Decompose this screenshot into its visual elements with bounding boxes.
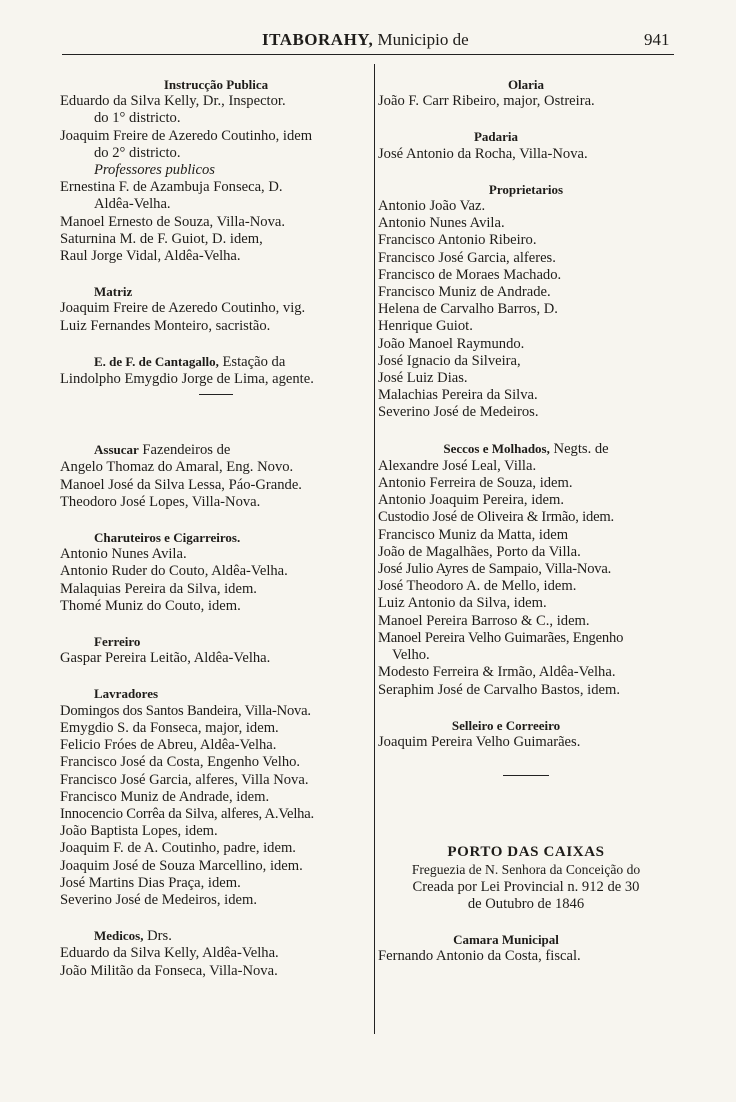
entry-line: José Antonio da Rocha, Villa-Nova. bbox=[378, 145, 588, 162]
section-camara bbox=[378, 931, 674, 965]
entry-line: Seraphim José de Carvalho Bastos, idem. bbox=[378, 681, 620, 698]
section-olaria bbox=[378, 76, 674, 110]
section-heading: Padaria bbox=[473, 129, 519, 145]
entry-line: Velho. bbox=[392, 647, 430, 664]
header-rule bbox=[62, 54, 674, 55]
entry-line: Luiz Fernandes Monteiro, sacristão. bbox=[60, 317, 271, 334]
entry-line: Angelo Thomaz do Amaral, Eng. Novo. bbox=[60, 459, 294, 476]
entry-line: Francisco Antonio Ribeiro. bbox=[378, 232, 537, 249]
heading-rest: Drs. bbox=[143, 928, 172, 945]
heading-bold: Medicos, bbox=[94, 928, 144, 944]
entry-line: Antonio João Vaz. bbox=[378, 198, 486, 215]
section-heading bbox=[60, 927, 372, 945]
entry-line: Felicio Fróes de Abreu, Aldêa-Velha. bbox=[60, 737, 277, 754]
section-matriz bbox=[60, 283, 372, 335]
section-seccos bbox=[378, 440, 674, 699]
section-padaria bbox=[378, 128, 674, 162]
section-divider bbox=[503, 775, 549, 776]
left-column bbox=[60, 76, 372, 980]
entry-line: Helena de Carvalho Barros, D. bbox=[378, 301, 558, 318]
entry-line: Francisco José Garcia, alferes. bbox=[378, 249, 556, 266]
section-medicos bbox=[60, 927, 372, 980]
section-instrucao bbox=[60, 76, 372, 265]
entry-line: Domingos dos Santos Bandeira, Villa-Nova. bbox=[60, 702, 311, 719]
entry-line: do 1° districto. bbox=[94, 110, 181, 127]
entry-line: Francisco José da Costa, Engenho Velho. bbox=[60, 754, 301, 771]
section-divider bbox=[199, 394, 233, 395]
section-heading: Ferreiro bbox=[94, 634, 141, 650]
entry-line: Joaquim Freire de Azeredo Coutinho, vig. bbox=[60, 300, 306, 317]
entry-line: Modesto Ferreira & Irmão, Aldêa-Velha. bbox=[378, 664, 616, 681]
entry-line: Custodio José de Oliveira & Irmão, idem. bbox=[378, 509, 614, 526]
section-heading: Instrucção Publica bbox=[163, 77, 269, 92]
heading-bold: Assucar bbox=[94, 442, 139, 458]
section-heading: Charuteiros e Cigarreiros. bbox=[94, 530, 241, 546]
entry-line: Severino José de Medeiros. bbox=[378, 404, 539, 421]
section-heading: Camara Municipal bbox=[453, 931, 559, 947]
entry-line: Creada por Lei Provincial n. 912 de 30 bbox=[412, 878, 640, 895]
entry-line: Freguezia de N. Senhora da Conceição do bbox=[411, 862, 641, 878]
entry-line: Manoel José da Silva Lessa, Páo-Grande. bbox=[60, 476, 302, 493]
entry-line: Francisco Muniz de Andrade. bbox=[378, 284, 551, 301]
entry-line: João Baptista Lopes, idem. bbox=[60, 823, 218, 840]
running-title bbox=[262, 30, 469, 50]
heading-bold: Seccos e Molhados, bbox=[443, 440, 550, 456]
entry-line: Antonio Nunes Avila. bbox=[378, 215, 505, 232]
entry-line: João Militão da Fonseca, Villa-Nova. bbox=[60, 962, 278, 979]
entry-line: Manoel Ernesto de Souza, Villa-Nova. bbox=[60, 213, 285, 230]
entry-line: Raul Jorge Vidal, Aldêa-Velha. bbox=[60, 248, 241, 265]
entry-line: Francisco José Garcia, alferes, Villa Nova. bbox=[60, 771, 309, 788]
entry-line: Antonio Ferreira de Souza, idem. bbox=[378, 475, 573, 492]
section-ferreiro bbox=[60, 633, 372, 667]
entry-line: José Theodoro A. de Mello, idem. bbox=[378, 578, 577, 595]
entry-line: José Julio Ayres de Sampaio, Villa-Nova. bbox=[378, 561, 612, 578]
entry-line: Joaquim F. de A. Coutinho, padre, idem. bbox=[60, 840, 296, 857]
subheading: Professores publicos bbox=[94, 162, 215, 179]
section-selleiro bbox=[378, 717, 674, 751]
section-charuteiros bbox=[60, 529, 372, 615]
section-porto bbox=[378, 844, 674, 913]
entry-line: Joaquim José de Souza Marcellino, idem. bbox=[60, 857, 303, 874]
right-column bbox=[378, 76, 674, 965]
entry-line: Henrique Guiot. bbox=[378, 318, 473, 335]
entry-line: Antonio Ruder do Couto, Aldêa-Velha. bbox=[60, 563, 288, 580]
entry-line: Saturnina M. de F. Guiot, D. idem, bbox=[60, 230, 263, 247]
locality-title: PORTO DAS CAIXAS bbox=[447, 844, 605, 861]
entry-line: Theodoro José Lopes, Villa-Nova. bbox=[60, 493, 261, 510]
entry-line: Aldêa-Velha. bbox=[94, 196, 171, 213]
entry-line: Joaquim Pereira Velho Guimarães. bbox=[378, 733, 581, 750]
heading-rest: Estação da bbox=[218, 353, 286, 370]
entry-line: Antonio Nunes Avila. bbox=[60, 546, 187, 563]
entry-line: Emygdio S. da Fonseca, major, idem. bbox=[60, 719, 279, 736]
section-heading bbox=[60, 441, 372, 459]
entry-line: Francisco Muniz de Andrade, idem. bbox=[60, 788, 270, 805]
entry-line: Francisco de Moraes Machado. bbox=[378, 266, 562, 283]
title-city: ITABORAHY, bbox=[262, 30, 374, 49]
section-heading: Matriz bbox=[94, 284, 133, 300]
entry-line: Francisco Muniz da Matta, idem bbox=[378, 526, 569, 543]
entry-line: Manoel Pereira Barroso & C., idem. bbox=[378, 612, 590, 629]
column-divider bbox=[374, 64, 375, 1034]
entry-line: José Ignacio da Silveira, bbox=[378, 352, 521, 369]
entry-line: Joaquim Freire de Azeredo Coutinho, idem bbox=[60, 127, 313, 144]
entry-line: Thomé Muniz do Couto, idem. bbox=[60, 597, 241, 614]
entry-line: Fernando Antonio da Costa, fiscal. bbox=[378, 948, 581, 965]
entry-line: Malaquias Pereira da Silva, idem. bbox=[60, 580, 257, 597]
entry-line: José Luiz Dias. bbox=[378, 370, 468, 387]
section-lavradores bbox=[60, 685, 372, 909]
entry-line: João Manoel Raymundo. bbox=[378, 335, 525, 352]
section-assucar bbox=[60, 441, 372, 511]
title-rest: Municipio de bbox=[373, 30, 469, 49]
entry-line: José Martins Dias Praça, idem. bbox=[60, 874, 241, 891]
section-heading bbox=[60, 353, 372, 371]
entry-line: Innocencio Corrêa da Silva, alferes, A.Velha. bbox=[60, 805, 314, 822]
entry-line: Lindolpho Emygdio Jorge de Lima, agente. bbox=[60, 371, 314, 388]
section-heading bbox=[378, 440, 674, 458]
heading-rest: Negts. de bbox=[549, 440, 609, 457]
entry-line: Manoel Pereira Velho Guimarães, Engenho bbox=[378, 629, 624, 646]
entry-line: João F. Carr Ribeiro, major, Ostreira. bbox=[378, 93, 595, 110]
heading-rest: Fazendeiros de bbox=[138, 442, 231, 459]
entry-line: Eduardo da Silva Kelly, Dr., Inspector. bbox=[60, 93, 286, 110]
page-header bbox=[0, 30, 736, 56]
entry-line: João de Magalhães, Porto da Villa. bbox=[378, 543, 581, 560]
entry-line: de Outubro de 1846 bbox=[467, 895, 585, 912]
section-proprietarios bbox=[378, 181, 674, 422]
heading-bold: E. de F. de Cantagallo, bbox=[94, 353, 219, 369]
entry-line: Ernestina F. de Azambuja Fonseca, D. bbox=[60, 179, 283, 196]
entry-line: Luiz Antonio da Silva, idem. bbox=[378, 595, 547, 612]
entry-line: do 2° districto. bbox=[94, 144, 181, 161]
section-heading: Selleiro e Correeiro bbox=[451, 717, 561, 733]
entry-line: Malachias Pereira da Silva. bbox=[378, 387, 538, 404]
section-heading: Lavradores bbox=[94, 686, 159, 702]
section-heading: Proprietarios bbox=[488, 181, 564, 197]
entry-line: Eduardo da Silva Kelly, Aldêa-Velha. bbox=[60, 945, 279, 962]
entry-line: Alexandre José Leal, Villa. bbox=[378, 457, 537, 474]
entry-line: Antonio Joaquim Pereira, idem. bbox=[378, 492, 565, 509]
entry-line: Severino José de Medeiros, idem. bbox=[60, 891, 257, 908]
page-number: 941 bbox=[644, 30, 670, 49]
section-ferrovia bbox=[60, 353, 372, 388]
section-heading: Olaria bbox=[507, 77, 545, 92]
entry-line: Gaspar Pereira Leitão, Aldêa-Velha. bbox=[60, 650, 271, 667]
